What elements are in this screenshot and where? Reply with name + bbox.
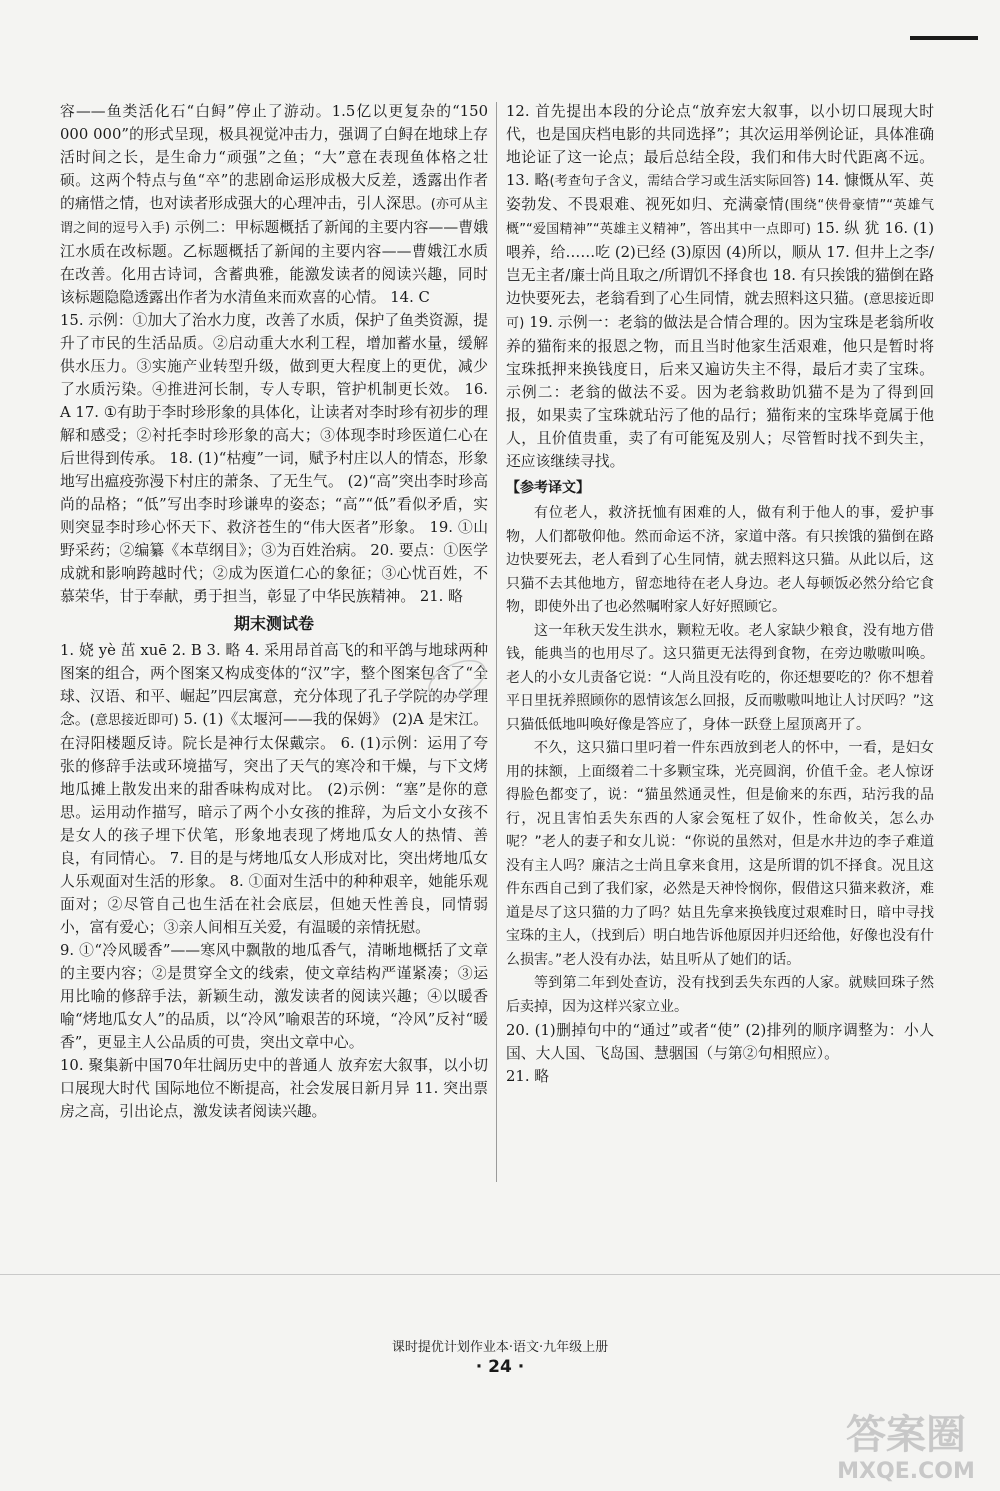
answer-block-1 xyxy=(60,100,488,309)
translation-paragraph: 有位老人，救济抚恤有困难的人，做有利于他人的事，爱护事物，人们都敬仰他。然而命运不济，家道中落。有只挨饿的猫倒在路边快要死去，老人看到了心生同情，就去照料这只猫。从此以后，这只猫不去其他地方，留恋地待在老人身边。老人每顿饭必然分给它食物，即使外出了也必然嘱咐家人好好照顾它。 xyxy=(506,505,934,615)
watermark-logo-text: 答案圈 xyxy=(846,1412,966,1458)
translation-paragraph: 等到第二年到处查访，没有找到丢失东西的人家。就赎回珠子然后卖掉，因为这样兴家立业。 xyxy=(506,975,934,1015)
answer-block-20: 20. (1)删掉句中的“通过”或者“使” (2)排列的顺序调整为：小人国、大人国、飞岛国、慧骃国（与第②句相照应）。 xyxy=(506,1022,934,1062)
top-rule xyxy=(910,36,978,40)
translation-paragraph: 不久，这只猫口里叼着一件东西放到老人的怀中，一看，是妇女用的抹额，上面缀着二十多颗宝珠，光亮圆润，价值千金。老人惊讶得脸色都变了，说：“猫虽然通灵性，但是偷来的东西，玷污我的品行，况且害怕丢失东西的人家会冤枉了奴仆，性命攸关，怎么办呢？”老人的妻子和女儿说：“你说的虽然对，但是水井边的李子难道没有主人吗？廉洁之士尚且拿来食用，这是所谓的饥不择食。况且这件东西自己到了我们家，必然是天神怜悯你，假借这只猫来救济，难道是尽了这只猫的力了吗？姑且先拿来换钱度过艰难时日，暗中寻找宝珠的主人，（找到后）明白地告诉他原因并归还给他，好像也没有什么损害。”老人没有办法，姑且听从了她们的话。 xyxy=(506,740,934,968)
section-heading: 期末测试卷 xyxy=(233,614,314,633)
page-number: · 24 · xyxy=(475,1357,525,1377)
answer-block-5: 10. 聚集新中国70年壮阔历史中的普通人 放弃宏大叙事，以小切口展现大时代 国际地位不断提高，社会发展日新月异 11. 突出票房之高，引出论点，激发读者阅读兴趣。 xyxy=(60,1057,488,1120)
answer-note: (考查句子含义，需结合学习或生活实际回答) xyxy=(549,174,811,189)
answer-block-2: 15. 示例：①加大了治水力度，改善了水质，保护了鱼类资源，提升了市民的生活品质。②启动重大水利工程，增加蓄水量，缓解供水压力。③实施产业转型升级，做到更大程度上的更优，减少了水质污染。④推进河长制，专人专职，管护机制更长效。 16. A 17. ①有助于李时珍形象的具体化，让读者对李时珍有初步的理解和感受；②衬托李时珍形象的高大；③体现李时珍医道仁心在后世得到传承。 18. (1)“枯瘦”一词，赋予村庄以人的情态，形象地写出瘟疫弥漫下村庄的萧条、了无生气。 (2)“高”突出李时珍高尚的品格；“低”写出李时珍谦卑的姿态；“高”“低”看似矛盾，实则突显李时珍心怀天下、救济苍生的“伟大医者”形象。 19. ①山野采药；②编纂《本草纲目》；③为百姓治病。 20. 要点：①医学成就和影响跨越时代；②成为医道仁心的象征；③心忧百姓，不慕荣华，甘于奉献，勇于担当，彰显了中华民族精神。 21. 略 xyxy=(60,312,488,605)
answer-note: (亦可从主谓之间的逗号入手) xyxy=(60,197,488,236)
watermark-url-text: MXQE.COM xyxy=(837,1459,975,1484)
watermark-logo xyxy=(816,1400,996,1486)
answer-block-6 xyxy=(506,100,934,473)
answer-text: 15. 纵 犹 16. (1)喂养，给……吃 (2)已经 (3)原因 (4)所以，顺从 17. 但井上之李/岂无主者/廉士尚且取之/所谓饥不择食也 18. 有只挨饿的猫倒在路边快要死去，老翁看到了心生同情，就去照料这只猫。 xyxy=(506,220,934,307)
answer-text: 1. 娆 yè 茁 xuē 2. B 3. 略 4. 采用昂首高飞的和平鸽与地球两种图案的组合，两个图案又构成变体的“汉”字，整个图案包含了“全球、汉语、和平、崛起”四层寓意，充分体现了孔子学院的办学理念。 xyxy=(60,642,488,728)
reference-translation-title: 【参考译文】 xyxy=(506,480,590,496)
answer-text: 14. 慷慨从军、英姿勃发、不畏艰难、视死如归、充满豪情 xyxy=(506,172,934,213)
right-column xyxy=(506,100,934,1088)
translation-paragraph: 这一年秋天发生洪水，颗粒无收。老人家缺少粮食，没有地方借钱，能典当的也用尽了。这只猫更无法得到食物，在旁边嗷嗷叫唤。老人的小女儿责备它说：“人尚且没有吃的，你还想要吃的？你不想着平日里抚养照顾你的恩情该怎么回报，反而嗷嗷叫地让人讨厌吗？”这只猫低低地叫唤好像是答应了，身体一跃登上屋顶离开了。 xyxy=(506,622,934,733)
answer-block-4: 9. ①“冷风暖香”——寒风中飘散的地瓜香气，清晰地概括了文章的主要内容；②是贯穿全文的线索，使文章结构严谨紧凑；③运用比喻的修辞手法，新颖生动，激发读者的阅读兴趣；④以暖香喻“烤地瓜女人”的品质，以“冷风”喻艰苦的环境，“冷风”反衬“暖香”，更显主人公品质的可贵，突出文章中心。 xyxy=(60,942,488,1051)
left-column xyxy=(60,100,488,1123)
answer-note: (围绕“侠骨豪情”“英雄气概”“爱国精神”“英雄主义精神”，答出其中一点即可) xyxy=(506,198,934,237)
answer-text: 容——鱼类活化石“白鲟”停止了游动。1.5亿以更复杂的“150 000 000”的形式呈现，极具视觉冲击力，强调了白鲟在地球上存活时间之长，是生命力“顽强”之鱼；“大”意在表现鱼体格之壮硕。这两个特点与鱼“卒”的悲剧命运形成极大反差，透露出作者的痛惜之情，也对读者形成强大的心理冲击，引人深思。 xyxy=(60,103,488,212)
answer-text: 12. 首先提出本段的分论点“放弃宏大叙事，以小切口展现大时代，也是国庆档电影的共同选择”；其次运用举例论证，具体准确地论证了这一论点；最后总结全段，我们和伟大时代距离不远。 13. 略 xyxy=(506,103,934,189)
answer-text: 5. (1)《太堰河——我的保姆》 (2)A 是宋江。在浔阳楼题反诗。院长是神行太保戴宗。 6. (1)示例：运用了夸张的修辞手法或环境描写，突出了天气的寒冷和干燥，与下文烤地瓜摊上散发出来的甜香味构成对比。 (2)示例：“塞”是你的意思。运用动作描写，暗示了两个小女孩的推辞，为后文小女孩不是女人的孩子埋下伏笔，形象地表现了烤地瓜女人的热情、善良，有同情心。 7. 目的是与烤地瓜女人形成对比，突出烤地瓜女人乐观面对生活的形象。 8. ①面对生活中的种种艰辛，她能乐观面对；②尽管自己也生活在社会底层，但她天性善良，同情弱小，富有爱心；③亲人间相互关爱，有温暖的亲情抚慰。 xyxy=(60,711,488,936)
answer-text: 19. 示例一：老翁的做法是合情合理的。因为宝珠是老翁所收养的猫衔来的报恩之物，而且当时他家生活艰难，他只是暂时将宝珠抵押来换钱度日，后来又遍访失主不得，最后才卖了宝珠。 示例二：老翁的做法不妥。因为老翁救助饥猫不是为了得到回报，如果卖了宝珠就玷污了他的品行；猫衔来的宝珠毕竟属于他人，且价值贵重，卖了有可能冤及别人；尽管暂时找不到失主，还应该继续寻找。 xyxy=(506,314,934,470)
footer-rule xyxy=(0,1274,1000,1275)
answer-note: (意思接近即可) xyxy=(89,713,179,728)
faint-stamp-mark xyxy=(424,660,490,700)
answer-note: (意思接近即可) xyxy=(506,292,934,331)
answer-text: 示例二：甲标题概括了新闻的主要内容——曹娥江水质在改标题。乙标题概括了新闻的主要内容——曹娥江水质在改善。化用古诗词，含蓄典雅，能激发读者的阅读兴趣，同时该标题隐隐透露出作者为水清鱼来而欢喜的心情。 14. C xyxy=(60,219,488,306)
answer-block-21: 21. 略 xyxy=(506,1068,550,1085)
footer-book-title: 课时提优计划作业本·语文·九年级上册 xyxy=(391,1340,609,1355)
column-divider xyxy=(496,102,497,1182)
